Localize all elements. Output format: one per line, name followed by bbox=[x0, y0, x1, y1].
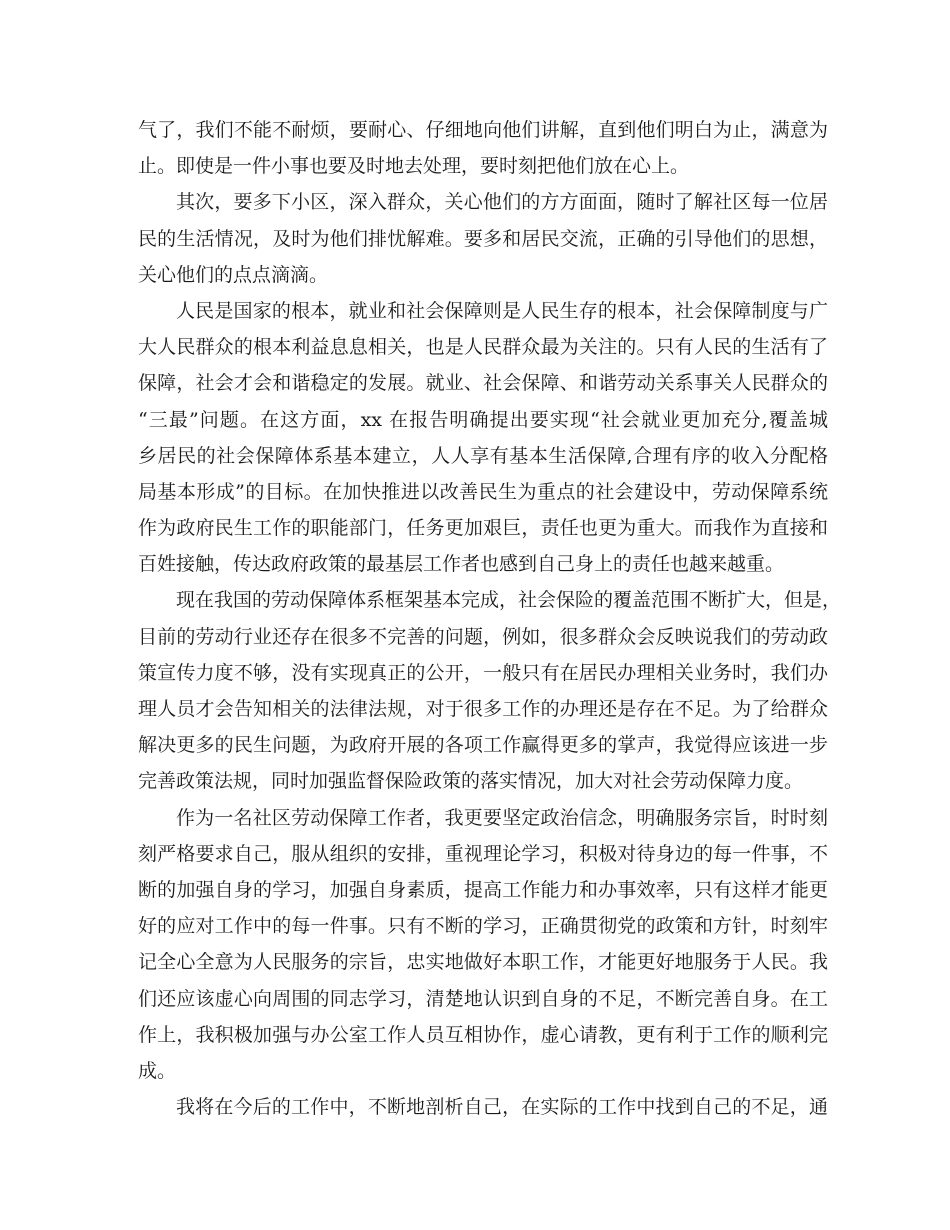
text-line: 成。 bbox=[138, 1059, 177, 1082]
text-line: 们还应该虚心向周围的同志学习，清楚地认识到自身的不足，不断完善自身。在工 bbox=[138, 987, 828, 1010]
text-line: 乡居民的社会保障体系基本建立，人人享有基本生活保障,合理有序的收入分配格 bbox=[138, 444, 828, 467]
paragraph-first-line: 现在我国的劳动保障体系框架基本完成，社会保险的覆盖范围不断扩大，但是， bbox=[176, 589, 842, 612]
text-line: 气了，我们不能不耐烦，要耐心、仔细地向他们讲解，直到他们明白为止，满意为 bbox=[138, 119, 828, 141]
text-line: 保障，社会才会和谐稳定的发展。就业、社会保障、和谐劳动关系事关人民群众的 bbox=[138, 372, 828, 395]
text-line: 止。即使是一件小事也要及时地去处理，要时刻把他们放在心上。 bbox=[138, 155, 690, 178]
text-line: 记全心全意为人民服务的宗旨，忠实地做好本职工作，才能更好地服务于人民。我 bbox=[138, 951, 828, 974]
text-line: 百姓接触，传达政府政策的最基层工作者也感到自己身上的责任也越来越重。 bbox=[138, 553, 785, 576]
text-line: 局基本形成”的目标。在加快推进以改善民生为重点的社会建设中，劳动保障系统 bbox=[138, 480, 828, 503]
text-line: 解决更多的民生问题，为政府开展的各项工作赢得更多的掌声，我觉得应该进一步 bbox=[138, 734, 828, 757]
paragraph-first-line: 其次，要多下小区，深入群众，关心他们的方方面面，随时了解社区每一位居 bbox=[176, 191, 828, 214]
text-line: 作上，我积极加强与办公室工作人员互相协作，虚心请教，更有利于工作的顺利完 bbox=[138, 1023, 828, 1046]
text-line: 民的生活情况，及时为他们排忧解难。要多和居民交流，正确的引导他们的思想， bbox=[138, 227, 828, 250]
text-line: 断的加强自身的学习，加强自身素质，提高工作能力和办事效率，只有这样才能更 bbox=[138, 878, 828, 901]
text-line: 大人民群众的根本利益息息相关，也是人民群众最为关注的。只有人民的生活有了 bbox=[138, 336, 828, 359]
text-line: 理人员才会告知相关的法律法规，对于很多工作的办理还是存在不足。为了给群众 bbox=[138, 698, 828, 720]
text-line: 目前的劳动行业还存在很多不完善的问题，例如，很多群众会反映说我们的劳动政 bbox=[138, 625, 828, 648]
paragraph-first-line: 人民是国家的根本，就业和社会保障则是人民生存的根本，社会保障制度与广 bbox=[176, 299, 828, 322]
text-line: 关心他们的点点滴滴。 bbox=[138, 263, 329, 286]
text-line: 刻严格要求自己，服从组织的安排，重视理论学习，积极对待身边的每一件事，不 bbox=[138, 842, 828, 865]
text-line: 作为政府民生工作的职能部门，任务更加艰巨，责任也更为重大。而我作为直接和 bbox=[138, 517, 828, 540]
document-body bbox=[138, 112, 842, 1125]
text-line: 好的应对工作中的每一件事。只有不断的学习，正确贯彻党的政策和方针，时刻牢 bbox=[138, 915, 828, 938]
text-line: “三最”问题。在这方面，xx 在报告明确提出要实现“社会就业更加充分,覆盖城 bbox=[138, 408, 828, 431]
paragraph-first-line: 作为一名社区劳动保障工作者，我更要坚定政治信念，明确服务宗旨，时时刻 bbox=[176, 806, 828, 829]
paragraph-first-line: 我将在今后的工作中，不断地剖析自己，在实际的工作中找到自己的不足，通 bbox=[176, 1096, 828, 1119]
text-line: 策宣传力度不够，没有实现真正的公开，一般只有在居民办理相关业务时，我们办 bbox=[138, 661, 828, 684]
text-line: 完善政策法规，同时加强监督保险政策的落实情况，加大对社会劳动保障力度。 bbox=[138, 770, 804, 793]
